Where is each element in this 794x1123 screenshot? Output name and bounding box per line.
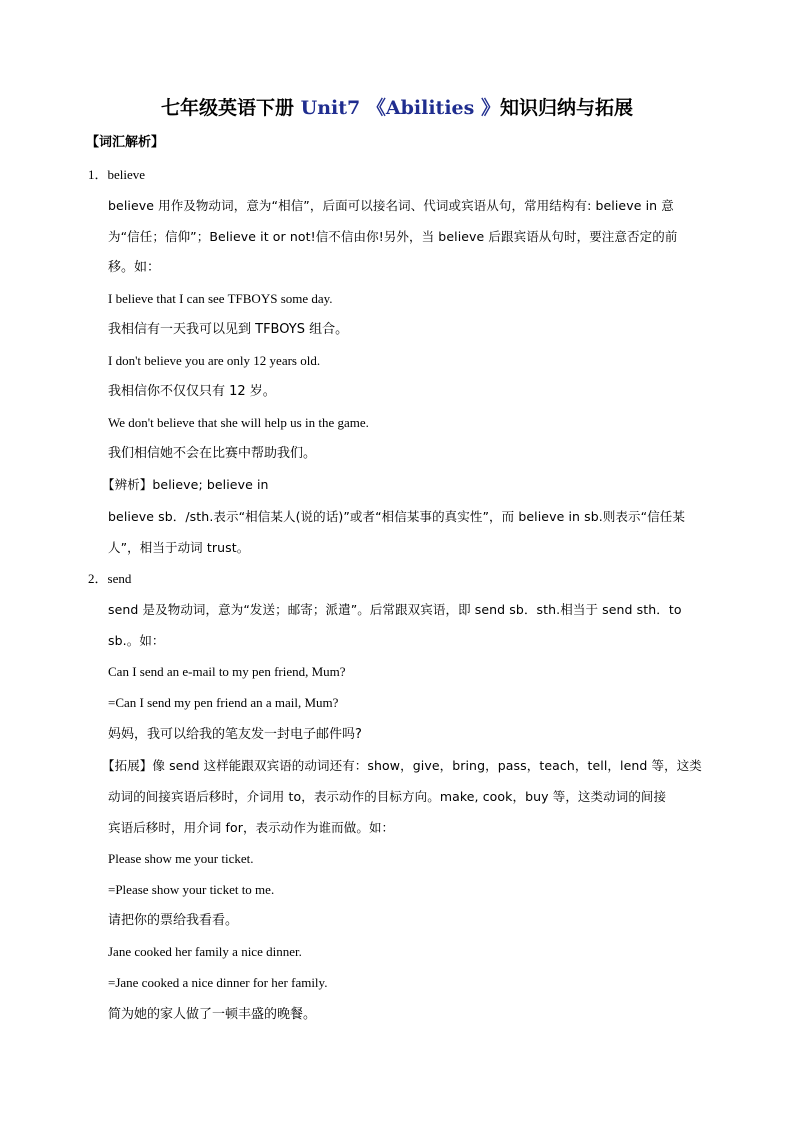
item-2-number: 2． (88, 571, 108, 586)
item-2-example: =Jane cooked a nice dinner for her family. (108, 975, 328, 990)
item-2-example: =Please show your ticket to me. (108, 882, 275, 897)
item-1-line: 人”，相当于动词 trust。 (108, 540, 250, 555)
item-1-number: 1． (88, 167, 108, 182)
item-1-translation: 我相信有一天我可以见到 TFBOYS 组合。 (108, 322, 349, 337)
item-2-example: Can I send an e-mail to my pen friend, Mum? (108, 664, 346, 679)
item-2-line: 【拓展】像 send 这样能跟双宾语的动词还有：show，give，bring，pass，teach，tell，lend 等，这类 (102, 758, 702, 773)
item-1-note-heading: 【辨析】believe; believe in (102, 477, 269, 492)
item-1-line: believe 用作及物动词，意为“相信”，后面可以接名词、代词或宾语从句，常用结构有: believe in 意 (108, 198, 674, 213)
item-1-translation: 我们相信她不会在比赛中帮助我们。 (108, 446, 317, 461)
title-book-close: 》 (474, 97, 500, 119)
document-title (0, 96, 794, 120)
title-unit: Unit7 (300, 97, 361, 119)
item-1-line: 移。如： (108, 260, 161, 275)
item-1-translation: 我相信你不仅仅只有 12 岁。 (108, 384, 276, 399)
item-2-heading (88, 570, 131, 588)
item-1-word: believe (107, 167, 146, 182)
item-2-line: send 是及物动词，意为“发送；邮寄；派遣”。后常跟双宾语，即 send sb．sth.相当于 send sth．to (108, 602, 682, 617)
item-2-example: Please show me your ticket. (108, 851, 254, 866)
item-2-line: 宾语后移时，用介词 for，表示动作为谁而做。如： (108, 820, 395, 835)
title-book-open: 《 (360, 97, 386, 119)
item-2-line: 动词的间接宾语后移时，介词用 to，表示动作的目标方向。make, cook，buy 等，这类动词的间接 (108, 789, 667, 804)
item-2-word: send (107, 571, 132, 586)
item-2-line: sb.。如： (108, 633, 165, 648)
item-2-translation: 请把你的票给我看看。 (108, 913, 239, 928)
item-1-example: We don't believe that she will help us in the game. (108, 415, 369, 430)
section-heading: 【词汇解析】 (86, 135, 165, 150)
item-1-example: I believe that I can see TFBOYS some day. (108, 291, 333, 306)
item-1-heading (88, 166, 145, 184)
title-prefix: 七年级英语下册 (161, 97, 301, 119)
item-2-translation: 妈妈，我可以给我的笔友发一封电子邮件吗? (108, 727, 362, 742)
item-2-translation: 简为她的家人做了一顿丰盛的晚餐。 (108, 1007, 317, 1022)
item-2-example: Jane cooked her family a nice dinner. (108, 944, 302, 959)
item-1-example: I don't believe you are only 12 years old. (108, 353, 321, 368)
title-book: Abilities (385, 97, 475, 119)
item-1-line: 为“信任；信仰”；Believe it or not!信不信由你!另外，当 believe 后跟宾语从句时，要注意否定的前 (108, 229, 678, 244)
title-suffix: 知识归纳与拓展 (499, 97, 633, 119)
item-2-example: =Can I send my pen friend an a mail, Mum? (108, 695, 339, 710)
item-1-line: believe sb．/sth.表示“相信某人(说的话)”或者“相信某事的真实性”，而 believe in sb.则表示“信任某 (108, 509, 686, 524)
